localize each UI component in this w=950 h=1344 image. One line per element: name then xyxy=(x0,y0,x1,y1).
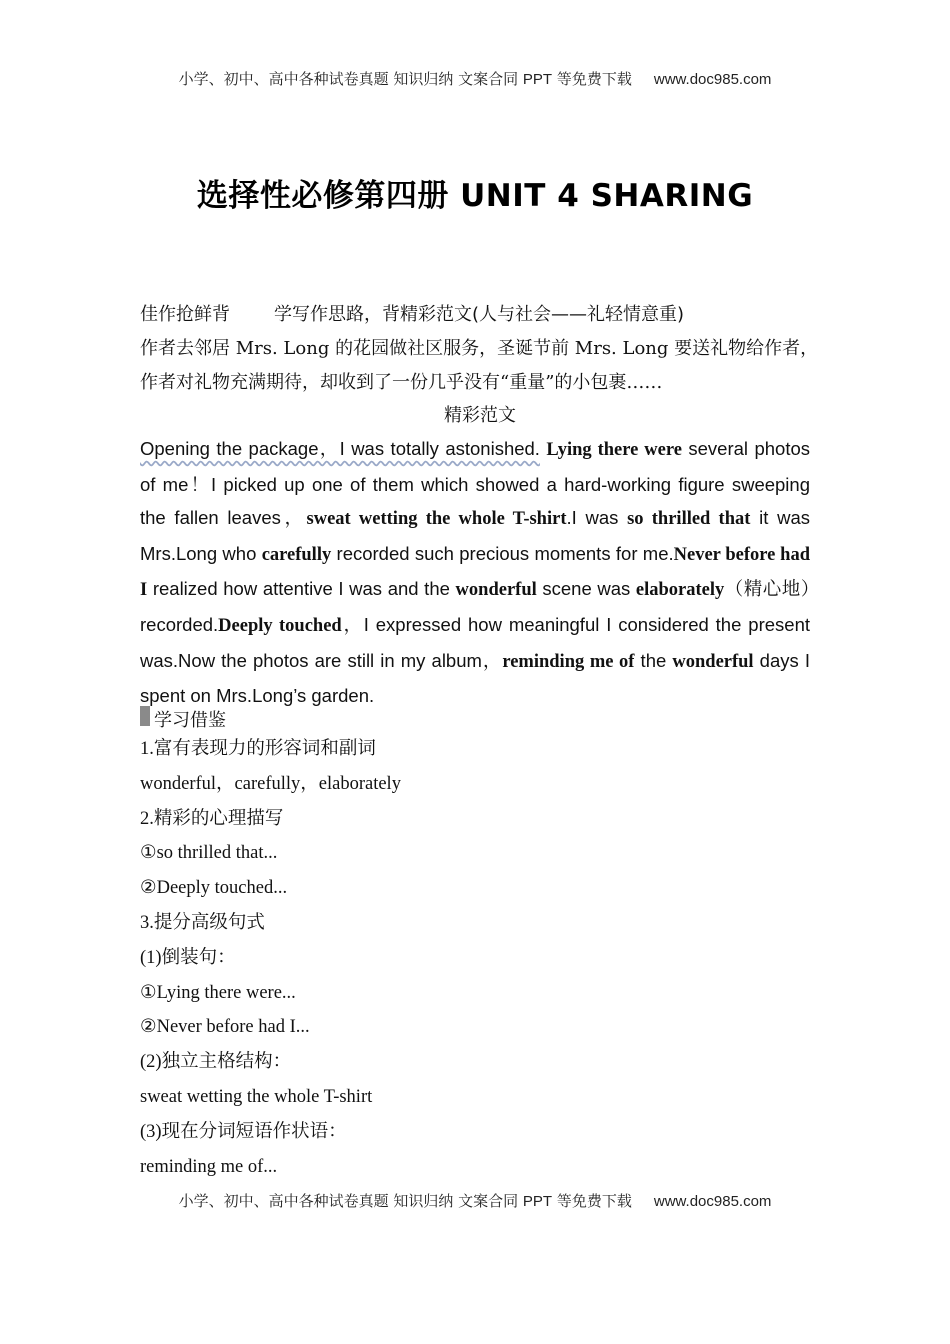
intro-section xyxy=(140,298,820,432)
essay-highlight: Never before had I xyxy=(140,544,810,601)
essay-label: 精彩范文 xyxy=(444,405,516,426)
essay-paragraph xyxy=(140,432,810,713)
header-url[interactable]: www.doc985.com xyxy=(653,71,772,88)
header-ppt: PPT xyxy=(522,71,553,88)
essay-highlight: carefully xyxy=(261,544,332,565)
essay-highlight: Lying there were xyxy=(546,440,682,460)
essay-text-segment: realized how attentive I was and the xyxy=(147,578,456,600)
essay-highlight: so thrilled that xyxy=(627,509,751,530)
note-line: 1.富有表现力的形容词和副词 xyxy=(140,739,376,759)
essay-text-segment: scene was xyxy=(536,578,636,600)
essay-highlight: wonderful xyxy=(672,651,754,672)
essay-highlight: elaborately xyxy=(635,580,725,601)
intro-summary-line-2: 作者对礼物充满期待，却收到了一份几乎没有“重量”的小包裹…… xyxy=(140,372,663,393)
note-line: ①so thrilled that... xyxy=(140,843,278,864)
page-footer xyxy=(0,1190,950,1211)
essay-text-segment: several photos of me！I picked up one of them which showed a hard-working figure sweeping the fallen leaves， xyxy=(140,438,811,529)
note-line: (1)倒装句： xyxy=(140,947,236,968)
essay-text-segment: （精心地）recorded. xyxy=(140,578,811,635)
essay-text-segment: .I was xyxy=(566,507,628,529)
note-line: reminding me of... xyxy=(140,1156,278,1177)
essay-highlight: reminding me of xyxy=(502,651,635,672)
footer-text: 小学、初中、高中各种试卷真题 知识归纳 文案合同 xyxy=(178,1192,523,1210)
header-text-end: 等免费下载 xyxy=(552,70,632,88)
intro-heading: 学写作思路，背精彩范文(人与社会——礼轻情意重) xyxy=(274,304,685,325)
note-line: ①Lying there were... xyxy=(140,982,296,1003)
essay-text-segment: the xyxy=(634,649,673,671)
note-line: 2.精彩的心理描写 xyxy=(140,808,284,829)
essay-highlight: wonderful xyxy=(455,580,537,601)
essay-text-segment: Opening the package，I was totally astonished. xyxy=(140,438,540,459)
footer-text-end: 等免费下载 xyxy=(552,1192,632,1210)
note-line: ②Deeply touched... xyxy=(140,878,288,899)
notes-section xyxy=(140,706,820,1184)
note-line: (3)现在分词短语作状语： xyxy=(140,1121,347,1142)
essay-section xyxy=(140,432,810,713)
notes-heading: 学习借鉴 xyxy=(154,710,226,731)
note-line: 3.提分高级句式 xyxy=(140,912,265,933)
notes-heading-row xyxy=(140,706,820,732)
essay-highlight: Deeply touched xyxy=(218,615,342,636)
essay-text-segment: recorded such precious moments for me. xyxy=(331,542,674,564)
note-line: (2)独立主格结构： xyxy=(140,1052,292,1073)
note-line: ②Never before had I... xyxy=(140,1017,310,1038)
header-text: 小学、初中、高中各种试卷真题 知识归纳 文案合同 xyxy=(178,70,523,88)
page-header xyxy=(0,68,950,89)
intro-tag: 佳作抢鲜背 xyxy=(140,304,230,325)
page-title: 选择性必修第四册 UNIT 4 SHARING xyxy=(196,178,754,214)
essay-highlight: sweat wetting the whole T-shirt xyxy=(306,509,567,530)
essay-text-segment: it was Mrs.Long who xyxy=(140,507,811,564)
intro-summary-line-1: 作者去邻居 Mrs. Long 的花园做社区服务，圣诞节前 Mrs. Long 要送礼物给作者， xyxy=(140,338,819,359)
footer-url[interactable]: www.doc985.com xyxy=(653,1193,772,1210)
essay-text-segment: ，I expressed how meaningful I considered the present was.Now the photos are still in my album， xyxy=(140,613,810,671)
essay-text-segment: days I spent on Mrs.Long’s garden. xyxy=(140,649,810,707)
note-line: sweat wetting the whole T-shirt xyxy=(140,1086,373,1107)
section-bar-icon xyxy=(140,706,150,726)
note-line: wonderful，carefully，elaborately xyxy=(140,773,401,794)
footer-ppt: PPT xyxy=(522,1193,553,1210)
